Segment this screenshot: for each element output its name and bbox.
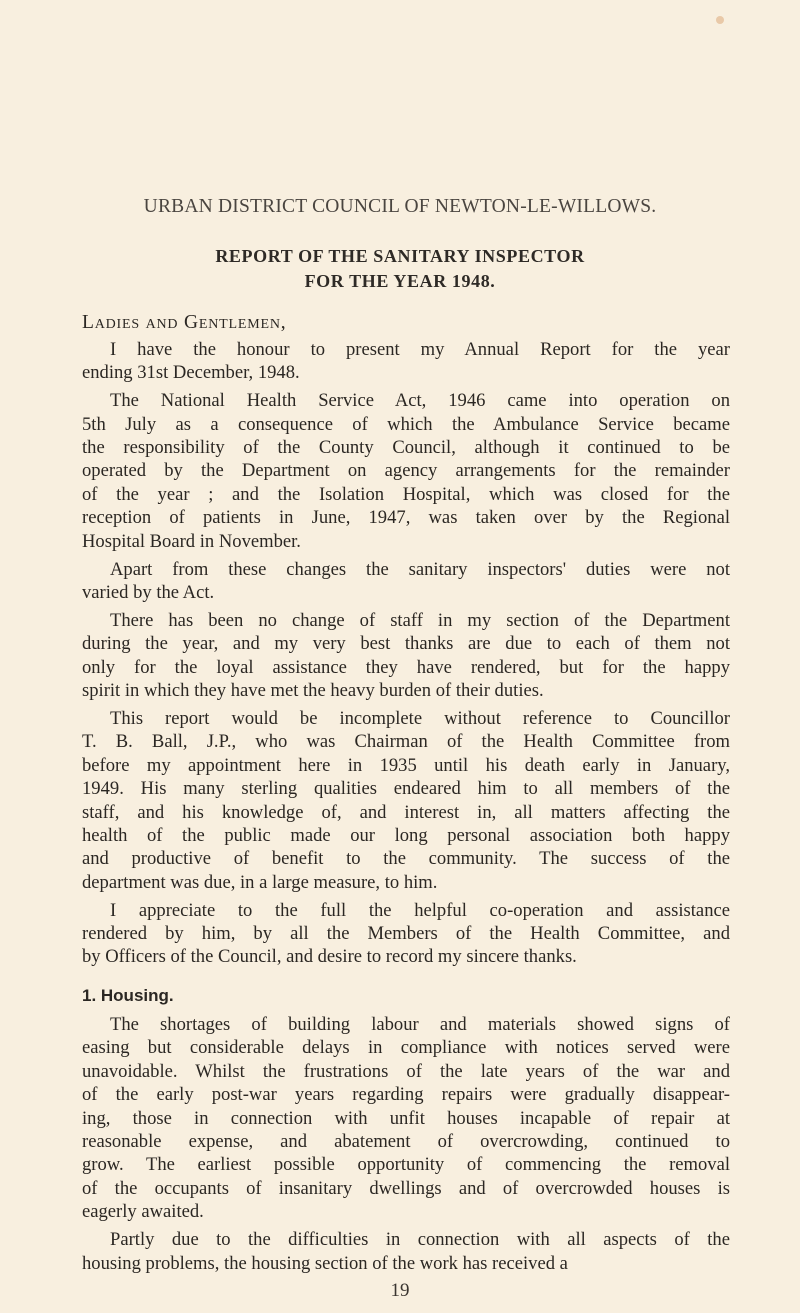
text-line: unavoidable. Whilst the frustrations of the late years of the war and	[82, 1060, 730, 1082]
text-line: There has been no change of staff in my section of the Department	[110, 609, 730, 631]
text-line: only for the loyal assistance they have rendered, but for the happy	[82, 656, 730, 678]
intro-paragraphs	[82, 338, 730, 969]
text-line: during the year, and my very best thanks are due to each of them not	[82, 633, 730, 655]
text-line: easing but considerable delays in compliance with notices served were	[82, 1037, 730, 1059]
text-line: varied by the Act.	[82, 581, 215, 603]
text-line: rendered by him, by all the Members of the Health Committee, and	[82, 922, 730, 944]
text-line: Hospital Board in November.	[82, 530, 301, 552]
text-line: staff, and his knowledge of, and interest in, all matters affecting the	[82, 801, 730, 823]
text-line: department was due, in a large measure, to him.	[82, 871, 438, 893]
text-line: of the early post-war years regarding repairs were gradually disappear-	[82, 1084, 730, 1106]
text-line: grow. The earliest possible opportunity of commencing the removal	[82, 1154, 730, 1176]
text-line: Apart from these changes the sanitary inspectors' duties were not	[110, 558, 730, 580]
text-line: of the occupants of insanitary dwellings and of overcrowded houses is	[82, 1177, 730, 1199]
paragraph	[82, 389, 730, 553]
housing-paragraphs	[82, 1013, 730, 1275]
report-title: REPORT OF THE SANITARY INSPECTOR	[215, 246, 585, 266]
text-line: health of the public made our long personal association both happy	[82, 824, 730, 846]
paragraph	[82, 338, 730, 385]
text-line: reception of patients in June, 1947, was taken over by the Regional	[82, 507, 730, 529]
text-line: This report would be incomplete without reference to Councillor	[110, 707, 730, 729]
section-heading-housing: 1. Housing.	[82, 985, 174, 1005]
text-line: eagerly awaited.	[82, 1201, 204, 1223]
text-line: I have the honour to present my Annual Report for the year	[110, 339, 730, 360]
text-line: ending 31st December, 1948.	[82, 362, 300, 384]
text-line: and productive of benefit to the community. The success of the	[82, 848, 730, 870]
text-line: 1949. His many sterling qualities endeared him to all members of the	[82, 778, 730, 800]
text-line: 5th July as a consequence of which the Ambulance Service became	[82, 413, 730, 435]
text-line: operated by the Department on agency arrangements for the remainder	[82, 460, 730, 482]
paragraph	[82, 1228, 730, 1275]
text-line: before my appointment here in 1935 until his death early in January,	[82, 754, 730, 776]
text-line: of the year ; and the Isolation Hospital, which was closed for the	[82, 483, 730, 505]
text-line: housing problems, the housing section of the work has received a	[82, 1252, 568, 1274]
text-line: reasonable expense, and abatement of overcrowding, continued to	[82, 1131, 730, 1153]
text-line: spirit in which they have met the heavy burden of their duties.	[82, 680, 544, 702]
paragraph	[82, 899, 730, 969]
paper-blemish	[716, 16, 724, 24]
salutation: Ladies and Gentlemen,	[82, 312, 287, 333]
paragraph	[82, 707, 730, 895]
paragraph	[82, 609, 730, 703]
text-line: T. B. Ball, J.P., who was Chairman of the Health Committee from	[82, 731, 730, 753]
page-number: 19	[390, 1280, 410, 1301]
report-subtitle: FOR THE YEAR 1948.	[304, 271, 496, 291]
text-line: I appreciate to the full the helpful co-operation and assistance	[110, 899, 730, 921]
paragraph	[82, 1013, 730, 1224]
paragraph	[82, 558, 730, 605]
text-line: by Officers of the Council, and desire to record my sincere thanks.	[82, 946, 577, 968]
text-line: The shortages of building labour and materials showed signs of	[110, 1013, 730, 1035]
text-line: the responsibility of the County Council, although it continued to be	[82, 437, 730, 459]
text-line: The National Health Service Act, 1946 came into operation on	[110, 390, 730, 412]
council-heading: URBAN DISTRICT COUNCIL OF NEWTON-LE-WILLOWS.	[143, 196, 657, 217]
text-line: Partly due to the difficulties in connection with all aspects of the	[110, 1229, 730, 1251]
report-body	[82, 338, 730, 1279]
text-line: ing, those in connection with unfit houses incapable of repair at	[82, 1107, 730, 1129]
